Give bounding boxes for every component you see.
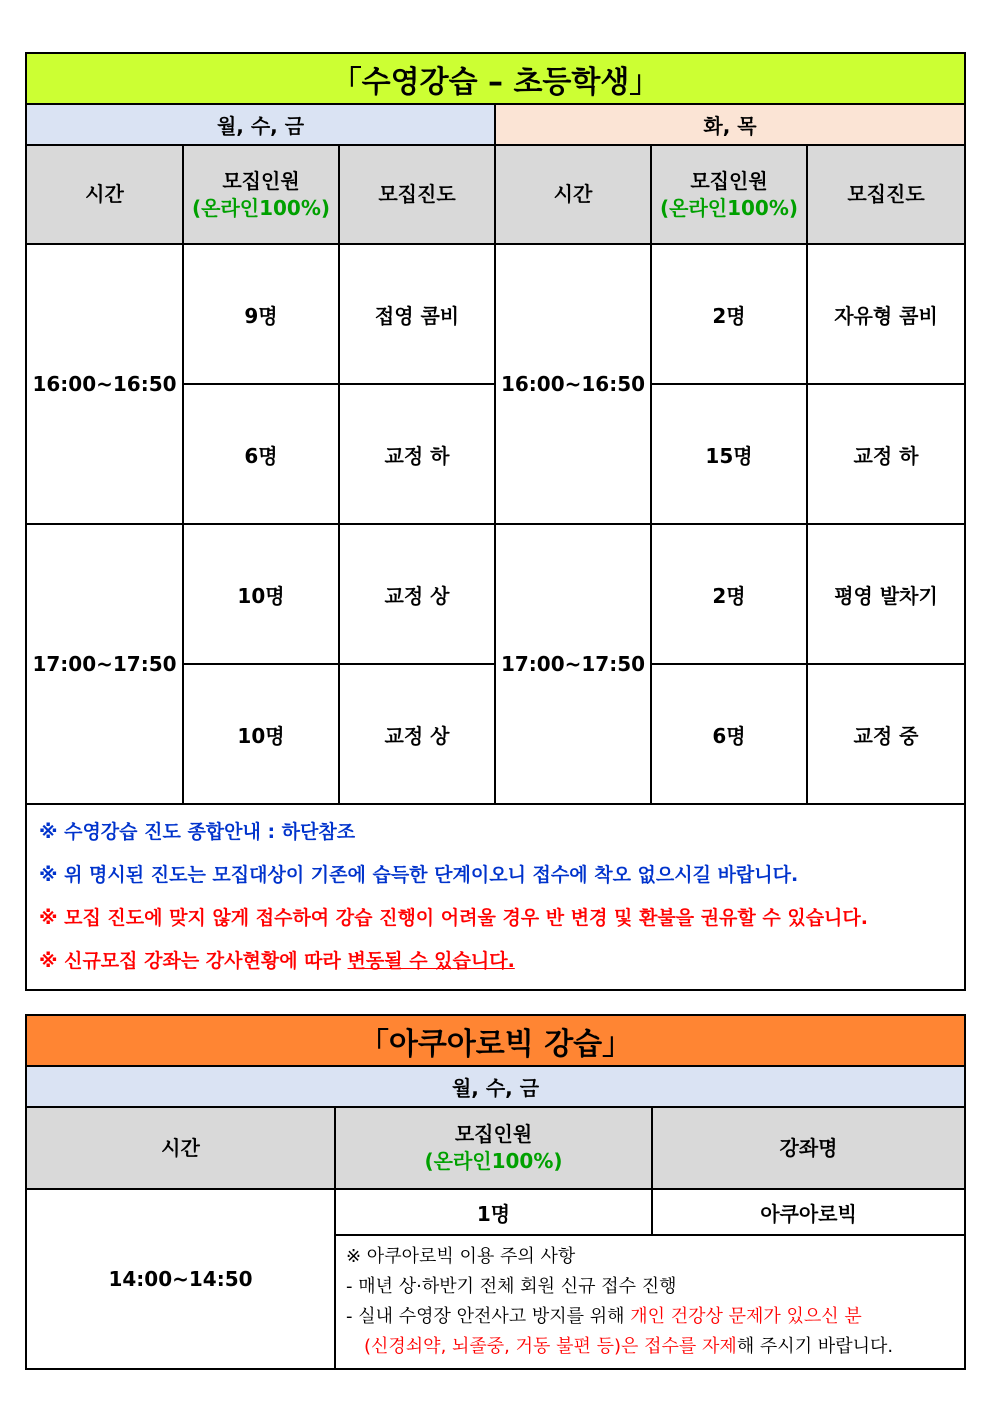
aqua-header-course: 강좌명 <box>652 1107 965 1189</box>
header-online-label-right: (온라인100%) <box>659 195 799 220</box>
days-tue-thu: 화, 목 <box>495 104 965 145</box>
aqua-header-recruit <box>335 1107 652 1189</box>
left-count: 6명 <box>183 384 339 524</box>
header-progress: 모집진도 <box>339 145 495 244</box>
aqua-note-registration: - 매년 상·하반기 전체 회원 신규 접수 진행 <box>346 1276 677 1297</box>
left-level: 교정 하 <box>339 384 495 524</box>
left-time-slot: 16:00~16:50 <box>26 244 183 524</box>
right-time-slot: 17:00~17:50 <box>495 524 651 804</box>
aqua-note-safety-text: - 실내 수영장 안전사고 방지를 위해 <box>346 1306 631 1327</box>
right-level: 교정 하 <box>807 384 965 524</box>
note-level-warning: ※ 위 명시된 진도는 모집대상이 기존에 습득한 단계이오니 접수에 착오 없으시길 바랍니다. <box>39 864 799 886</box>
aqua-time-slot: 14:00~14:50 <box>26 1189 335 1369</box>
header-recruit-label: 모집인원 <box>222 168 300 193</box>
aqua-schedule-table <box>25 1014 966 1370</box>
swim-notes <box>26 804 965 990</box>
right-count: 2명 <box>651 524 807 664</box>
aqua-header-recruit-label: 모집인원 <box>454 1122 533 1146</box>
left-count: 9명 <box>183 244 339 384</box>
left-count: 10명 <box>183 524 339 664</box>
aqua-header-time: 시간 <box>26 1107 335 1189</box>
header-time-right: 시간 <box>495 145 651 244</box>
aqua-course: 아쿠아로빅 <box>652 1189 965 1235</box>
right-level: 평영 발차기 <box>807 524 965 664</box>
header-online-label: (온라인100%) <box>191 195 331 220</box>
swim-title: 「수영강습 – 초등학생」 <box>26 53 965 104</box>
swim-schedule-table <box>25 52 966 991</box>
header-time: 시간 <box>26 145 183 244</box>
left-level: 접영 콤비 <box>339 244 495 384</box>
right-count: 6명 <box>651 664 807 804</box>
left-time-slot: 17:00~17:50 <box>26 524 183 804</box>
left-count: 10명 <box>183 664 339 804</box>
aqua-note-safety <box>346 1302 954 1332</box>
days-mon-wed-fri: 월, 수, 금 <box>26 104 495 145</box>
aqua-header-online-label: (온라인100%) <box>424 1149 563 1173</box>
aqua-title: 「아쿠아로빅 강습」 <box>26 1015 965 1066</box>
aqua-note-conditions-red: (신경쇠약, 뇌졸중, 거동 불편 등)은 접수를 자제 <box>364 1336 737 1357</box>
aqua-days: 월, 수, 금 <box>26 1066 965 1107</box>
left-level: 교정 상 <box>339 524 495 664</box>
left-level: 교정 상 <box>339 664 495 804</box>
note-refund-warning: ※ 모집 진도에 맞지 않게 접수하여 강습 진행이 어려울 경우 반 변경 및 환불을 권유할 수 있습니다. <box>39 907 868 929</box>
right-time-slot: 16:00~16:50 <box>495 244 651 524</box>
right-count: 2명 <box>651 244 807 384</box>
right-level: 교정 중 <box>807 664 965 804</box>
note-change-underlined: 변동될 수 있습니다. <box>347 950 515 972</box>
header-progress-right: 모집진도 <box>807 145 965 244</box>
right-level: 자유형 콤비 <box>807 244 965 384</box>
aqua-notes <box>335 1235 965 1369</box>
aqua-note-health-warning: 개인 건강상 문제가 있으신 분 <box>630 1306 862 1327</box>
aqua-count: 1명 <box>335 1189 652 1235</box>
header-recruit-label-right: 모집인원 <box>690 168 768 193</box>
aqua-note-caution: ※ 아쿠아로빅 이용 주의 사항 <box>346 1246 576 1267</box>
note-change-text: ※ 신규모집 강좌는 강사현황에 따라 <box>39 950 348 972</box>
right-count: 15명 <box>651 384 807 524</box>
header-recruit <box>183 145 339 244</box>
note-change-warning <box>39 940 948 983</box>
aqua-note-conditions <box>346 1332 954 1362</box>
header-recruit-right <box>651 145 807 244</box>
note-progress-guide: ※ 수영강습 진도 종합안내 : 하단참조 <box>39 821 356 843</box>
aqua-note-conditions-end: 해 주시기 바랍니다. <box>736 1336 894 1357</box>
